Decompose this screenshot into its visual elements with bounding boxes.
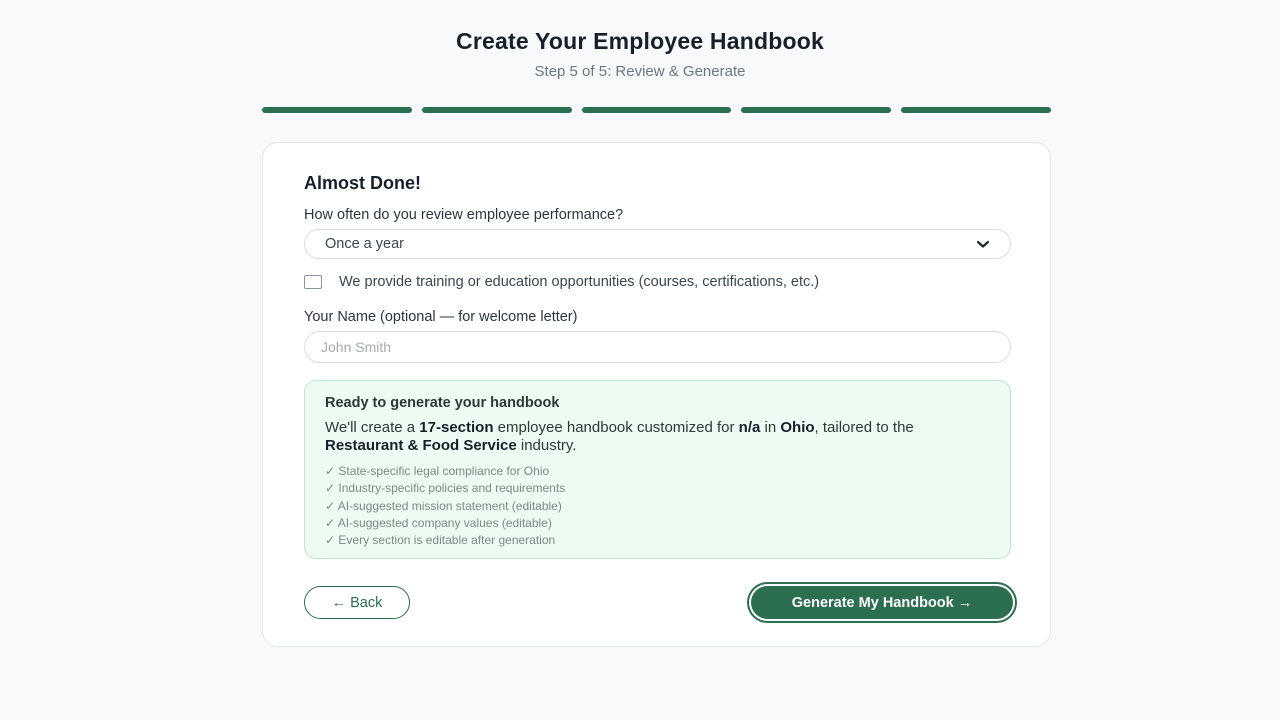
summary-description [325,419,990,455]
card-heading: Almost Done! [304,173,421,193]
progress-step-3 [582,107,732,113]
chevron-down-icon [976,239,990,249]
company-name: n/a [738,419,761,436]
feature-item: ✓ AI-suggested mission statement (editable) [325,498,562,513]
progress-step-1 [262,107,412,113]
step-subtitle: Step 5 of 5: Review & Generate [534,63,746,80]
review-frequency-label: How often do you review employee performance? [304,207,624,223]
state-name: Ohio [780,419,815,436]
feature-item: ✓ Industry-specific policies and requirements [325,481,566,496]
wizard-header [0,28,1280,80]
form-card [262,142,1051,647]
feature-item: ✓ Every section is editable after generation [325,533,556,548]
summary-panel [304,380,1011,559]
page-title: Create Your Employee Handbook [456,28,824,54]
progress-step-5 [901,107,1051,113]
summary-text-part: employee handbook customized for [493,419,739,436]
training-checkbox-label[interactable]: We provide training or education opportunities (courses, certifications, etc.) [339,274,820,290]
back-button[interactable]: ← Back [304,586,410,619]
summary-text-part: , tailored to the [814,419,914,436]
summary-text-part: We'll create a [325,419,420,436]
section-count: 17-section [419,419,494,436]
review-frequency-select[interactable] [304,229,1011,259]
review-frequency-value: Once a year [325,236,404,252]
generate-handbook-button[interactable]: Generate My Handbook → [751,586,1013,619]
your-name-label: Your Name (optional — for welcome letter) [304,309,578,325]
feature-item: ✓ State-specific legal compliance for Ohio [325,464,550,478]
progress-step-2 [422,107,572,113]
progress-step-4 [741,107,891,113]
summary-title: Ready to generate your handbook [325,395,560,411]
summary-text-part: industry. [516,437,577,454]
step-progress-bar [262,107,1051,113]
your-name-input[interactable] [304,331,1011,363]
feature-list [325,463,990,549]
training-option [304,274,819,290]
feature-item: ✓ AI-suggested company values (editable) [325,515,552,530]
industry-name: Restaurant & Food Service [325,437,517,454]
summary-text-part: in [760,419,781,436]
training-checkbox[interactable] [304,275,322,289]
